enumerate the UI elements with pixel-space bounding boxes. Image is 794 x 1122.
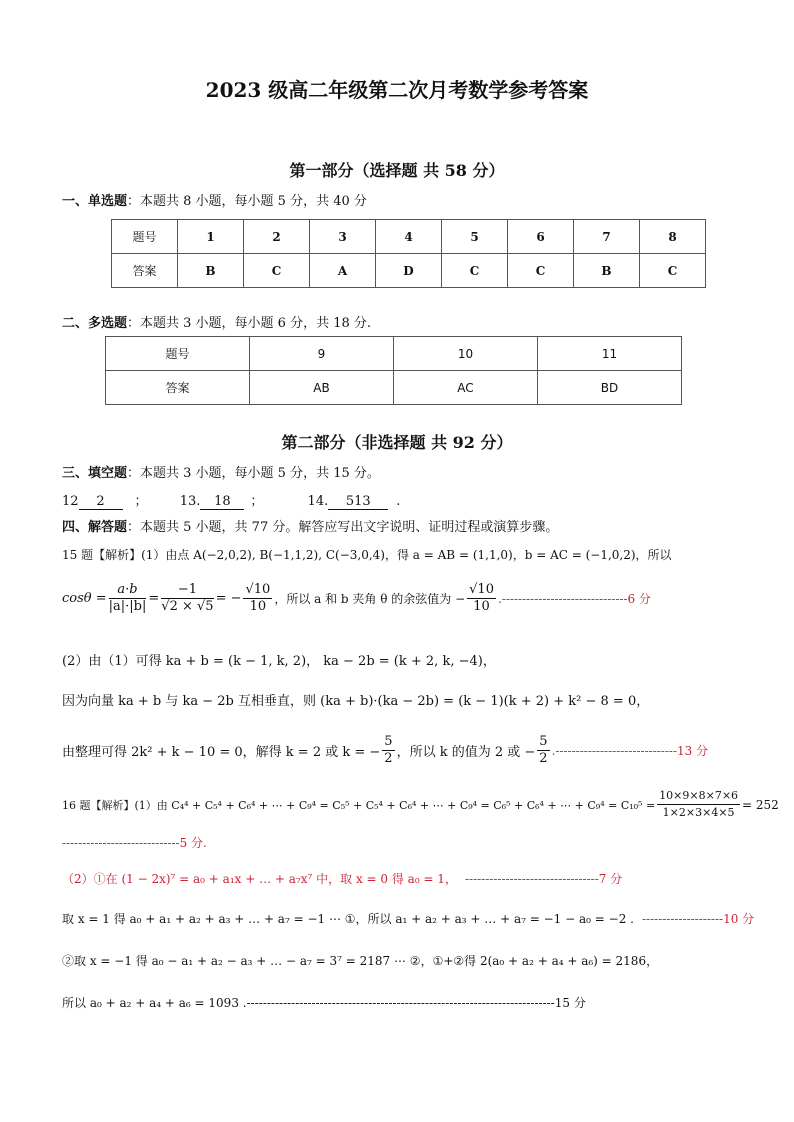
q15-frac5-den: 2 (539, 751, 548, 766)
solve-label: 四、解答题 (62, 520, 128, 535)
q15-frac5-repeat (537, 734, 549, 767)
multi-choice-desc: ：本题共 3 小题，每小题 6 分，共 18 分. (127, 316, 372, 331)
q16-score2: ---------------------------------7 分 (464, 872, 623, 886)
fill-item-answer: 513 (328, 494, 388, 510)
q16-line2-text: （2）①在 (1 − 2x)⁷ = a₀ + a₁x + … + a₇x⁷ 中，取 x = 0 得 a₀ = 1， (62, 872, 457, 886)
answer-cell: BD (538, 371, 682, 405)
q16-frac (657, 788, 740, 821)
single-choice-table (111, 219, 706, 288)
q15-frac3-num: √10 (245, 582, 271, 597)
q15-frac3 (243, 582, 272, 615)
q15-frac5-den: 2 (384, 751, 393, 766)
q15-cos-line: cosθ = $\frac{a\cdot b}{|a|\cdot|b|}$ = $\frac{-1}{√2 \times √5}$ = − $\frac{√10}{10}$ ，所以 a 和 b 夹角 θ 的余弦值为 − $\frac{√10}{10}$ .-------------------------------6 分 (62, 582, 651, 614)
table-row (106, 371, 682, 405)
multi-choice-table (105, 336, 682, 405)
page-title: 2023 级高二年级第二次月考数学参考答案 (205, 78, 589, 102)
question-number-cell: 2 (244, 220, 310, 254)
fill-item-sep: . (396, 494, 401, 509)
part1-heading: 第一部分（选择题 共 58 分） (289, 161, 505, 180)
answer-cell: A (310, 254, 376, 288)
question-number-cell: 10 (394, 337, 538, 371)
multi-choice-label: 二、多选题 (62, 316, 128, 331)
q15-frac5-num: 5 (539, 734, 548, 749)
table-header-cell: 题号 (112, 220, 178, 254)
table-header-cell: 题号 (106, 337, 250, 371)
question-number-cell: 8 (640, 220, 706, 254)
q15-score2: .------------------------------13 分 (551, 744, 709, 758)
fill-item-number: 13. (179, 494, 201, 509)
q15-line5b: ，所以 k 的值为 2 或 − (396, 745, 536, 760)
answer-cell: C (508, 254, 574, 288)
q15-frac1 (109, 582, 147, 615)
q15-frac4-den: 10 (473, 599, 490, 614)
q16-frac-den: 1×2×3×4×5 (662, 806, 735, 819)
fill-item-sep: ； (134, 494, 148, 509)
solve-desc: ：本题共 5 小题，共 77 分。解答应写出文字说明、证明过程或演算步骤。 (127, 520, 559, 535)
q15-eq3: = − (215, 591, 242, 606)
fill-item-number: 14. (307, 494, 329, 509)
q16-result: = 252 (742, 797, 779, 812)
answer-cell: AB (250, 371, 394, 405)
table-row (112, 220, 706, 254)
question-number-cell: 9 (250, 337, 394, 371)
question-number-cell: 7 (574, 220, 640, 254)
single-choice-label: 一、单选题 (62, 194, 128, 209)
q15-cos-lhs: cosθ = (62, 591, 107, 606)
q16-line2 (62, 870, 622, 887)
q16-line4: ②取 x = −1 得 a₀ − a₁ + a₂ − a₃ + … − a₇ = 3⁷ = 2187 ⋯ ②，①+②得 2(a₀ + a₂ + a₄ + a₆) = 2186， (62, 954, 659, 968)
q15-line5 (62, 734, 708, 767)
table-header-cell: 答案 (112, 254, 178, 288)
q15-frac2-den: √2 × √5 (161, 599, 214, 614)
answer-cell: AC (394, 371, 538, 405)
q15-frac5 (382, 734, 394, 767)
q15-line3: (2）由（1）可得 ka + b = (k − 1, k, 2)， ka − 2b = (k + 2, k, −4)， (62, 654, 496, 669)
question-number-cell: 11 (538, 337, 682, 371)
q15-frac1-num: a·b (109, 582, 147, 599)
q15-frac4 (467, 582, 496, 615)
table-row (112, 254, 706, 288)
table-header-cell: 答案 (106, 371, 250, 405)
q16-line1-text: 16 题【解析】(1）由 C₄⁴ + C₅⁴ + C₆⁴ + ⋯ + C₉⁴ = C₅⁵ + C₅⁴ + C₆⁴ + ⋯ + C₉⁴ = C₆⁵ + C₆⁴ + ⋯ + C₉⁴ = C₁₀⁵ = (62, 798, 656, 812)
single-choice-desc: ：本题共 8 小题，每小题 5 分，共 40 分 (127, 194, 367, 209)
q15-frac5-num: 5 (384, 734, 393, 749)
q15-mid: ，所以 a 和 b 夹角 θ 的余弦值为 − (274, 592, 466, 606)
fill-item-sep: ； (250, 494, 264, 509)
multi-choice-header (62, 312, 371, 331)
answer-cell: C (640, 254, 706, 288)
question-number-cell: 3 (310, 220, 376, 254)
fill-item-number: 12 (62, 494, 79, 509)
answer-cell: C (244, 254, 310, 288)
q16-score3: --------------------10 分 (641, 912, 755, 926)
q16-line3-text: 取 x = 1 得 a₀ + a₁ + a₂ + a₃ + … + a₇ = −1 ⋯ ①，所以 a₁ + a₂ + a₃ + … + a₇ = −1 − a₀ = −2 . (62, 912, 634, 926)
q15-line4: 因为向量 ka + b 与 ka − 2b 互相垂直，则 (ka + b)·(ka − 2b) = (k − 1)(k + 2) + k² − 8 = 0， (62, 694, 650, 709)
q16-score1: -----------------------------5 分. (62, 836, 207, 850)
q15-line5a: 由整理可得 2k² + k − 10 = 0，解得 k = 2 或 k = − (62, 745, 381, 760)
q15-frac3-den: 10 (249, 599, 267, 614)
fill-item-answer: 2 (79, 494, 123, 510)
q15-frac2 (161, 582, 213, 615)
q15-line1: 15 题【解析】(1）由点 A(−2,0,2), B(−1,1,2), C(−3,0,4)，得 a = AB = (1,1,0)，b = AC = (−1,0,2)，所以 (62, 548, 672, 562)
q16-frac-num: 10×9×8×7×6 (657, 788, 740, 805)
answer-cell: B (574, 254, 640, 288)
q15-frac1-den: |a|·|b| (108, 599, 147, 614)
question-number-cell: 6 (508, 220, 574, 254)
fill-item-answer: 18 (200, 494, 244, 510)
question-number-cell: 5 (442, 220, 508, 254)
q16-line5: 所以 a₀ + a₂ + a₄ + a₆ = 1093 .----------------------------------------------------------------------------15 分 (62, 996, 586, 1010)
fill-blank-answers (62, 490, 400, 510)
solve-header (62, 516, 558, 535)
question-number-cell: 1 (178, 220, 244, 254)
q15-frac4-num: √10 (469, 582, 494, 597)
fill-blank-header (62, 462, 380, 481)
part2-heading: 第二部分（非选择题 共 92 分） (281, 433, 513, 452)
q16-line3 (62, 910, 754, 927)
table-row (106, 337, 682, 371)
fill-blank-label: 三、填空题 (62, 466, 128, 481)
q16-line1 (62, 788, 779, 821)
question-number-cell: 4 (376, 220, 442, 254)
single-choice-header (62, 190, 367, 209)
q15-frac2-num: −1 (161, 582, 213, 599)
answer-cell: B (178, 254, 244, 288)
answer-cell: D (376, 254, 442, 288)
answer-cell: C (442, 254, 508, 288)
fill-blank-desc: ：本题共 3 小题，每小题 5 分，共 15 分。 (127, 466, 380, 481)
q15-score1: .-------------------------------6 分 (497, 592, 651, 606)
